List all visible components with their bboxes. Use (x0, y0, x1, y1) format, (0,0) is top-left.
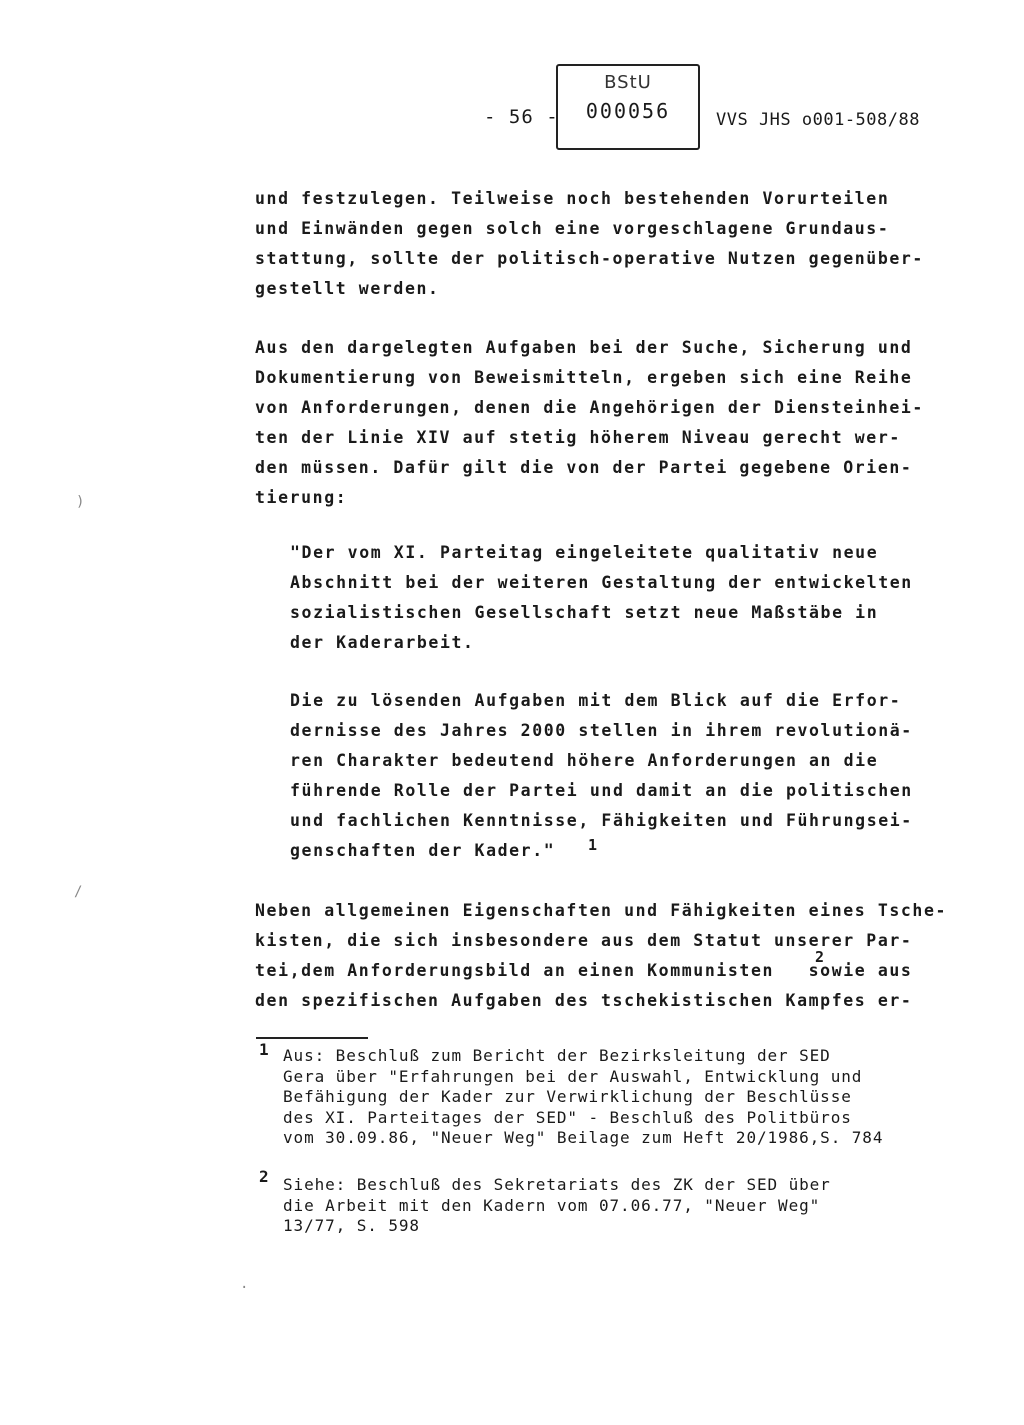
footnote-divider (256, 1037, 368, 1039)
page-number: - 56 - (484, 106, 559, 128)
footnote-2: Siehe: Beschluß des Sekretariats des ZK der SED über die Arbeit mit den Kadern vom 07.06.77, "Neuer Weg" 13/77, S. 598 (283, 1175, 831, 1235)
scan-speck: ) (76, 494, 85, 510)
paragraph-1: und festzulegen. Teilweise noch bestehenden Vorurteilen und Einwänden gegen solch eine vorgeschlagene Grundaus- stattung, sollte der politisch-operative Nutzen gegenüber- gestellt werden. (255, 189, 924, 298)
scan-speck: / (74, 884, 83, 900)
archive-stamp (556, 64, 700, 150)
stamp-number: 000056 (585, 99, 671, 123)
footnote-1-marker: 1 (259, 1040, 269, 1059)
footnote-1: Aus: Beschluß zum Bericht der Bezirksleitung der SED Gera über "Erfahrungen bei der Auswahl, Entwicklung und Befähigung der Kader zur Verwirklichung der Beschlüsse des XI. Parteitages der SED" - Beschluß des Politbüros vom 30.09.86, "Neuer Weg" Beilage zum Heft 20/1986,S. 784 (283, 1046, 884, 1147)
footnote-ref-2: 2 (815, 948, 825, 966)
quote-paragraph-1: "Der vom XI. Parteitag eingeleitete qualitativ neue Abschnitt bei der weiteren Gestaltung der entwickelten sozialistischen Gesellschaft setzt neue Maßstäbe in der Kaderarbeit. (290, 543, 913, 652)
scan-speck: . (240, 1276, 249, 1292)
document-reference: VVS JHS o001-508/88 (716, 110, 920, 130)
paragraph-2: Aus den dargelegten Aufgaben bei der Suche, Sicherung und Dokumentierung von Beweismitteln, ergeben sich eine Reihe von Anforderungen, denen die Angehörigen der Diensteinhei- ten der Linie XIV auf stetig höherem Niveau gerecht wer- den müssen. Dafür gilt die von der Partei gegebene Orien- tierung: (255, 338, 924, 507)
stamp-label: BStU (604, 72, 652, 93)
quote-paragraph-2: Die zu lösenden Aufgaben mit dem Blick auf die Erfor- dernisse des Jahres 2000 stellen in ihrem revolutionä- ren Charakter bedeutend höhere Anforderungen an die führende Rolle der Partei und damit an die politischen und fachlichen Kenntnisse, Fähigkeiten und Führungsei- genschaften der Kader." (290, 691, 913, 860)
footnote-ref-1: 1 (588, 836, 598, 854)
paragraph-3: Neben allgemeinen Eigenschaften und Fähigkeiten eines Tsche- kisten, die sich insbesondere aus dem Statut unserer Par- tei,dem Anforderungsbild an einen Kommunisten sowie aus den spezifischen Aufgaben des tschekistischen Kampfes er- (255, 901, 948, 1010)
footnote-2-marker: 2 (259, 1167, 269, 1186)
